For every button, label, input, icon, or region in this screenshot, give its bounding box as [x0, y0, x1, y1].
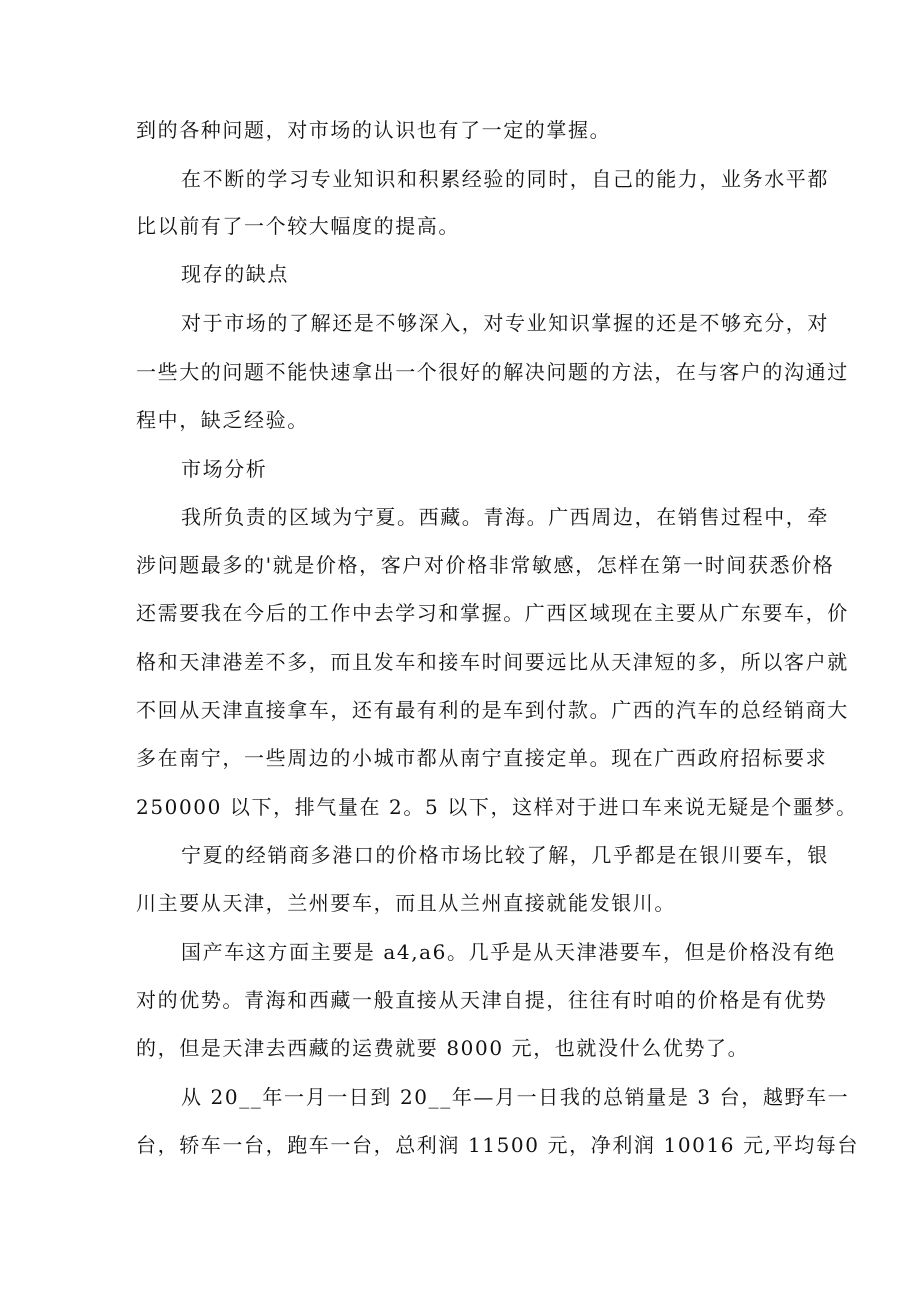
text-line-20: 的，但是天津去西藏的运费就要 8000 元，也就没什么优势了。: [136, 1036, 750, 1060]
text-line-11: 还需要我在今后的工作中去学习和掌握。广西区域现在主要从广东要车，价: [136, 601, 849, 625]
text-line-14: 多在南宁，一些周边的小城市都从南宁直接定单。现在广西政府招标要求: [136, 746, 828, 770]
text-line-16: 宁夏的经销商多港口的价格市场比较了解，几乎都是在银川要车，银: [181, 843, 829, 867]
text-line-5: 对于市场的了解还是不够深入，对专业知识掌握的还是不够充分，对: [181, 311, 829, 335]
text-line-17: 川主要从天津，兰州要车，而且从兰州直接就能发银川。: [136, 891, 676, 915]
text-line-7: 程中，缺乏经验。: [136, 408, 309, 432]
section-heading-market-analysis: 市场分析: [181, 457, 268, 481]
text-line-13: 不回从天津直接拿车，还有最有利的是车到付款。广西的汽车的总经销商大: [136, 698, 849, 722]
text-line-9: 我所负责的区域为宁夏。西藏。青海。广西周边，在销售过程中，牵: [181, 505, 829, 529]
text-line-22: 台，轿车一台，跑车一台，总利润 11500 元，净利润 10016 元,平均每台: [136, 1133, 860, 1157]
text-line-12: 格和天津港差不多，而且发车和接车时间要远比从天津短的多，所以客户就: [136, 650, 849, 674]
text-line-10: 涉问题最多的'就是价格，客户对价格非常敏感，怎样在第一时间获悉价格: [136, 553, 835, 577]
text-line-2: 在不断的学习专业知识和积累经验的同时，自己的能力，业务水平都: [181, 167, 829, 191]
text-line-6: 一些大的问题不能快速拿出一个很好的解决问题的方法，在与客户的沟通过: [136, 360, 849, 384]
text-line-1: 到的各种问题，对市场的认识也有了一定的掌握。: [136, 118, 612, 142]
text-line-3: 比以前有了一个较大幅度的提高。: [136, 214, 460, 238]
text-line-21: 从 20__年一月一日到 20__年—月一日我的总销量是 3 台，越野车一: [181, 1085, 850, 1109]
text-line-18: 国产车这方面主要是 a4,a6。几乎是从天津港要车，但是价格没有绝: [181, 940, 836, 964]
text-line-15: 250000 以下，排气量在 2。5 以下，这样对于进口车来说无疑是个噩梦。: [136, 795, 858, 819]
section-heading-shortcomings: 现存的缺点: [181, 262, 289, 286]
text-line-19: 对的优势。青海和西藏一般直接从天津自提，往往有时咱的价格是有优势: [136, 988, 828, 1012]
